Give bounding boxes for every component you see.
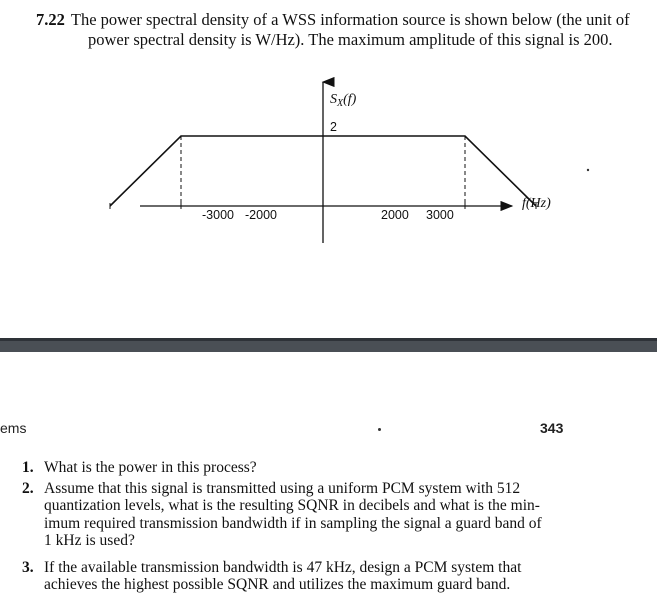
- tick-label-neg3000: -3000: [202, 208, 234, 222]
- question-text: If the available transmission bandwidth is 47 kHz, design a PCM system that: [44, 558, 522, 576]
- question-text: 1 kHz is used?: [44, 532, 135, 549]
- question-list: [22, 459, 632, 597]
- question-number: 3.: [22, 558, 34, 576]
- problem-statement: [36, 10, 646, 50]
- problem-text-line-2: power spectral density is W/Hz). The maximum amplitude of this signal is 200.: [88, 30, 613, 49]
- x-axis-label: f(Hz): [522, 196, 551, 211]
- psd-curve: [110, 136, 536, 206]
- question-text: Assume that this signal is transmitted using a uniform PCM system with 512: [44, 479, 521, 497]
- psd-guides: [181, 136, 465, 206]
- tick-label-2000: 2000: [381, 208, 409, 222]
- tick-label-neg2000: -2000: [245, 208, 277, 222]
- question-text: What is the power in this process?: [44, 459, 257, 476]
- question-text: achieves the highest possible SQNR and utilizes the maximum guard band.: [44, 576, 511, 593]
- question-number: 2.: [22, 479, 34, 497]
- question-text: imum required transmission bandwidth if in sampling the signal a guard band of: [44, 514, 542, 532]
- question-number: 1.: [22, 459, 34, 476]
- problem-number: 7.22: [36, 10, 65, 29]
- page-number: 343: [540, 420, 564, 436]
- problem-text-line-1: The power spectral density of a WSS information source is shown below (the unit of: [70, 10, 630, 29]
- question-item: [22, 459, 632, 477]
- tick-label-3000: 3000: [426, 208, 454, 222]
- question-text: quantization levels, what is the resulting SQNR in decibels and what is the min-: [44, 497, 540, 514]
- question-item: [22, 480, 632, 550]
- page-divider-edge: [0, 338, 657, 341]
- scan-dot: [378, 428, 381, 431]
- y-axis-label: $S_X(f)$: [330, 92, 357, 109]
- question-item: [22, 559, 632, 594]
- level-label: 2: [330, 120, 337, 134]
- psd-ticks: [110, 136, 536, 209]
- scan-speck: [587, 169, 589, 171]
- page-side-label: ems: [0, 420, 27, 436]
